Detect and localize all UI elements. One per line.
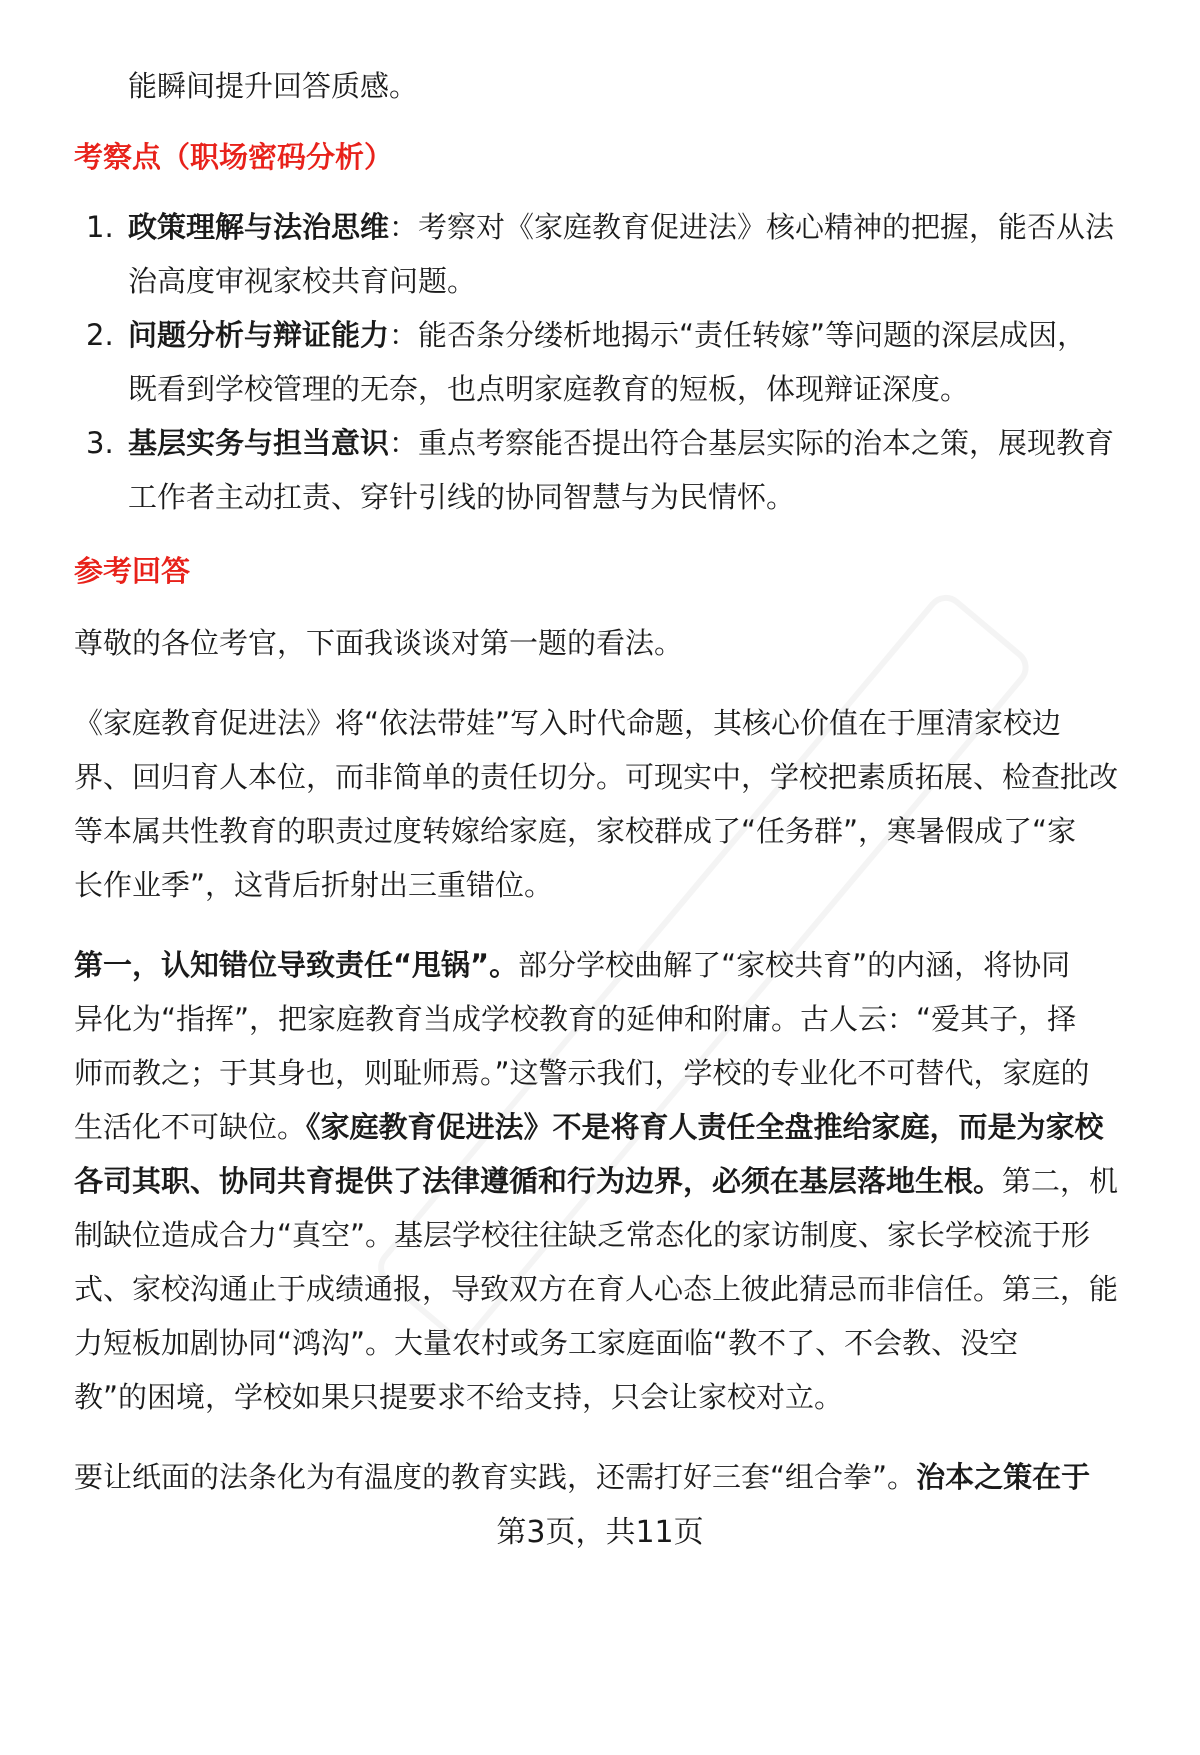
point-3-text: ：重点考察能否提出符合基层实际的治本之策，展现教育 xyxy=(389,426,1115,460)
point-number: 1. xyxy=(86,210,114,244)
paragraph-3-text: 要让纸面的法条化为有温度的教育实践，还需打好三套“组合拳”。 xyxy=(74,1460,917,1494)
paragraph-2-lead: 第一，认知错位导致责任“甩锅”。 xyxy=(74,948,519,982)
paragraph-2-line-8: 力短板加剧协同“鸿沟”。大量农村或务工家庭面临“教不了、不会教、没空 xyxy=(74,1326,1019,1360)
section-title-answer: 参考回答 xyxy=(74,554,191,588)
paragraph-2-text: 第二，机 xyxy=(1002,1164,1119,1198)
point-1-heading: 政策理解与法治思维 xyxy=(128,210,390,244)
point-3-line-2: 工作者主动扛责、穿针引线的协同智慧与为民情怀。 xyxy=(128,480,796,514)
paragraph-2-line-4 xyxy=(74,1107,1142,1147)
paragraph-2-line-7: 式、家校沟通止于成绩通报，导致双方在育人心态上彼此猜忌而非信任。第三，能 xyxy=(74,1272,1119,1306)
intro-tail: 能瞬间提升回答质感。 xyxy=(128,69,419,103)
paragraph-2-text: 部分学校曲解了“家校共育”的内涵，将协同 xyxy=(518,948,1071,982)
point-number: 3. xyxy=(86,426,114,460)
paragraph-2-emphasis: 《家庭教育促进法》不是将育人责任全盘推给家庭，而是为家校 xyxy=(306,1110,1104,1144)
paragraph-2-emphasis: 各司其职、协同共育提供了法律遵循和行为边界，必须在基层落地生根。 xyxy=(74,1164,1003,1198)
paragraph-2-line-6: 制缺位造成合力“真空”。基层学校往往缺乏常态化的家访制度、家长学校流于形 xyxy=(74,1218,1091,1252)
paragraph-3-line-1 xyxy=(74,1457,1142,1497)
point-2-heading: 问题分析与辩证能力 xyxy=(128,318,390,352)
paragraph-3-emphasis: 治本之策在于 xyxy=(916,1460,1091,1494)
point-1-text: ：考察对《家庭教育促进法》核心精神的把握，能否从法 xyxy=(389,210,1115,244)
point-number: 2. xyxy=(86,318,114,352)
point-2-line-2: 既看到学校管理的无奈，也点明家庭教育的短板，体现辩证深度。 xyxy=(128,372,970,406)
paragraph-2-line-1 xyxy=(74,945,1142,985)
point-3-line-1 xyxy=(128,423,1142,463)
paragraph-1-line: 长作业季”，这背后折射出三重错位。 xyxy=(74,868,554,902)
section-title-points: 考察点（职场密码分析） xyxy=(74,140,394,174)
point-2-text: ：能否条分缕析地揭示“责任转嫁”等问题的深层成因， xyxy=(389,318,1087,352)
point-1-line-1 xyxy=(128,207,1142,247)
paragraph-1-line: 界、回归育人本位，而非简单的责任切分。可现实中，学校把素质拓展、检查批改 xyxy=(74,760,1119,794)
paragraph-2-line-3: 师而教之；于其身也，则耻师焉。”这警示我们，学校的专业化不可替代，家庭的 xyxy=(74,1056,1090,1090)
page-footer: 第3页，共11页 xyxy=(496,1515,704,1550)
paragraph-1-line: 等本属共性教育的职责过度转嫁给家庭，家校群成了“任务群”，寒暑假成了“家 xyxy=(74,814,1077,848)
answer-greeting: 尊敬的各位考官，下面我谈谈对第一题的看法。 xyxy=(74,626,684,660)
paragraph-2-line-9: 教”的困境，学校如果只提要求不给支持，只会让家校对立。 xyxy=(74,1380,844,1414)
point-3-heading: 基层实务与担当意识 xyxy=(128,426,390,460)
point-2-line-1 xyxy=(128,315,1142,355)
paragraph-1-line: 《家庭教育促进法》将“依法带娃”写入时代命题，其核心价值在于厘清家校边 xyxy=(74,706,1062,740)
paragraph-2-text: 生活化不可缺位。 xyxy=(74,1110,307,1144)
paragraph-2-line-5 xyxy=(74,1161,1142,1201)
point-1-line-2: 治高度审视家校共育问题。 xyxy=(128,264,477,298)
paragraph-2-line-2: 异化为“指挥”，把家庭教育当成学校教育的延伸和附庸。古人云：“爱其子，择 xyxy=(74,1002,1077,1036)
